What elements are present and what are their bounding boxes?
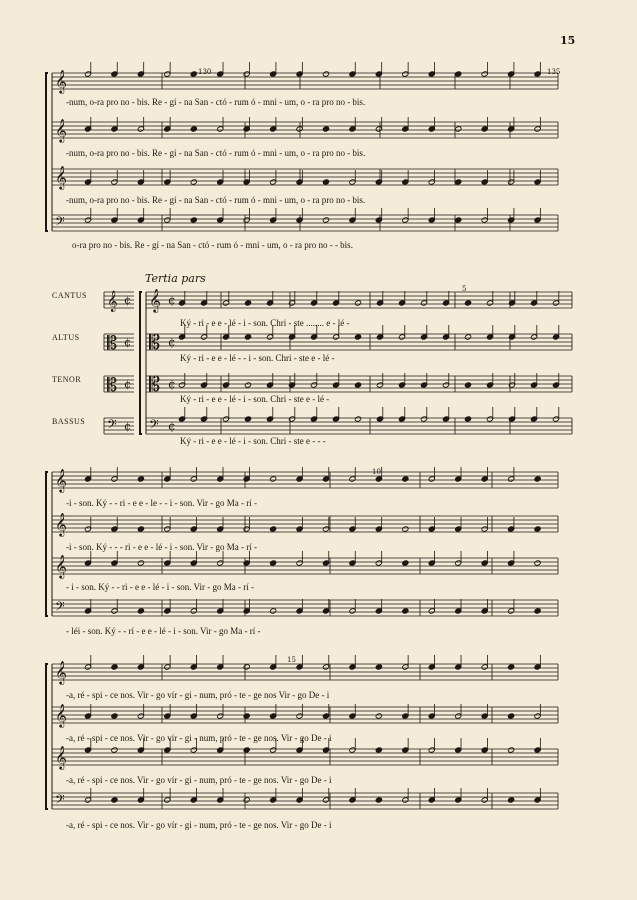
bass-clef-icon: 𝄢 — [149, 417, 159, 435]
note-head — [354, 382, 361, 388]
note-head — [244, 300, 251, 306]
note-head — [322, 71, 329, 77]
note-head — [137, 560, 144, 566]
c-clef-icon: 𝄡 — [107, 333, 118, 354]
note-head — [354, 334, 361, 340]
time-signature-icon: ¢ — [124, 378, 131, 391]
page-number: 15 — [560, 34, 576, 47]
note-head — [244, 382, 251, 388]
lyric-line: -a, ré - spi - ce nos. Vir - go vír - gi - num, pró - te - ge nos. Vir - go De - i — [66, 733, 332, 743]
lyric-line: - léi - son. Ký - - rí - e e - lé - i - son. Vir - go Ma - rí - — [66, 626, 261, 636]
note-head — [402, 526, 409, 532]
time-signature-icon: ¢ — [168, 419, 176, 433]
system-bracket — [46, 472, 48, 616]
lyric-line: -i - son. Ký - - - ri - e e - lé - i - son. Vir - go Ma - rí - — [66, 542, 257, 552]
lyric-line: -num, o-ra pro no - bis. Re - gí - na San - ctó - rum ó - mni - um, o - ra pro no - bis. — [66, 97, 366, 107]
note-head — [243, 664, 250, 670]
time-signature-icon: ¢ — [168, 335, 176, 349]
note-head — [137, 526, 144, 532]
time-signature-icon: ¢ — [124, 294, 131, 307]
c-clef-icon: 𝄡 — [107, 375, 118, 396]
note-head — [322, 126, 329, 132]
voice-label-altus: ALTUS — [52, 333, 80, 342]
note-head — [534, 560, 541, 566]
lyric-line: Ký - ri - e e - lé - i - son. Chri - ste ........ e - lé - — [180, 318, 350, 328]
note-head — [111, 797, 118, 803]
treble-clef-icon: 𝄞 — [55, 660, 67, 684]
treble-clef-icon: 𝄞 — [107, 291, 118, 312]
note-head — [270, 560, 277, 566]
note-head — [464, 382, 471, 388]
lyric-line: -num, o-ra pro no - bis. Re - gí - na San - ctó - rum ó - mni - um, o - ra pro no - bis. — [66, 195, 366, 205]
lyric-line: -a, ré - spi - ce nos. Vir - go vír - gi - num, pró - te - ge nos Vir - go De - i — [66, 690, 330, 700]
note-head — [402, 560, 409, 566]
note-head — [464, 300, 471, 306]
lyric-line: -i - son. Ký - - ri - e e - le - - i - son. Vir - go Ma - rí - — [66, 498, 257, 508]
note-head — [455, 179, 462, 185]
note-head — [375, 713, 382, 719]
note-head — [137, 608, 144, 614]
treble-clef-icon: 𝄞 — [55, 118, 67, 142]
note-head — [243, 713, 250, 719]
measure-number: 10 — [372, 468, 381, 476]
note-head — [190, 71, 197, 77]
treble8-clef-icon: 𝄞 — [55, 165, 67, 189]
note-head — [534, 526, 541, 532]
note-head — [270, 608, 277, 614]
voice-label-bassus: BASSUS — [52, 417, 86, 426]
note-head — [534, 476, 541, 482]
lyric-line: Ký - ri - e e - lé - i - son. Chri - ste e - - - — [180, 436, 326, 446]
note-head — [243, 797, 250, 803]
note-head — [508, 747, 515, 753]
treble-clef-icon: 𝄞 — [55, 69, 67, 93]
bass-clef-icon: 𝄢 — [55, 599, 65, 617]
note-head — [244, 416, 251, 422]
note-head — [455, 126, 462, 132]
note-head — [508, 664, 515, 670]
note-head — [455, 217, 462, 223]
treble-clef-icon: 𝄞 — [149, 288, 161, 312]
note-head — [375, 664, 382, 670]
measure-number: 15 — [287, 656, 296, 664]
alto-clef-icon: 𝄡 — [149, 330, 161, 354]
bass-clef-icon: 𝄢 — [55, 792, 65, 810]
note-head — [508, 713, 515, 719]
system-bracket — [46, 664, 48, 809]
lyric-line: Ký - ri - e e - lé - - i - son. Chri - ste e - lé - — [180, 353, 335, 363]
voice-label-cantus: CANTUS — [52, 291, 88, 300]
lyric-line: Ký - ri - e e - lé - i - son. Chri - ste e - lé - — [180, 394, 330, 404]
time-signature-icon: ¢ — [124, 420, 131, 433]
lyric-line: -num, o-ra pro no - bis. Re - gí - na San - ctó - rum ó - mni - um, o - ra pro no - bis. — [66, 148, 366, 158]
treble8-clef-icon: 𝄞 — [55, 745, 67, 769]
time-signature-icon: ¢ — [168, 293, 176, 307]
note-head — [464, 416, 471, 422]
note-head — [111, 664, 118, 670]
treble-clef-icon: 𝄞 — [55, 703, 67, 727]
note-head — [508, 797, 515, 803]
treble8-clef-icon: 𝄞 — [55, 554, 67, 578]
note-head — [402, 608, 409, 614]
time-signature-icon: ¢ — [124, 336, 131, 349]
note-head — [322, 217, 329, 223]
measure-number: 135 — [547, 68, 561, 76]
note-head — [243, 747, 250, 753]
time-signature-icon: ¢ — [168, 377, 176, 391]
system-bracket — [140, 292, 142, 434]
note-head — [534, 608, 541, 614]
treble-clef-icon: 𝄞 — [55, 468, 67, 492]
note-head — [322, 179, 329, 185]
section-title: Tertia pars — [145, 272, 206, 285]
voice-label-tenor: TENOR — [52, 375, 82, 384]
note-head — [402, 476, 409, 482]
note-head — [137, 476, 144, 482]
treble-clef-icon: 𝄞 — [55, 512, 67, 536]
note-head — [464, 334, 471, 340]
lyric-line: -a, ré - spi - ce nos. Vir - go vír - gi - num, pró - te - ge nos. Vir - go De - i — [66, 820, 332, 830]
note-head — [354, 300, 361, 306]
bass-clef-icon: 𝄢 — [55, 214, 65, 232]
note-head — [354, 416, 361, 422]
note-head — [190, 179, 197, 185]
bass-clef-icon: 𝄢 — [107, 417, 117, 435]
note-head — [111, 747, 118, 753]
tenor-clef-icon: 𝄡 — [149, 372, 161, 396]
note-head — [111, 713, 118, 719]
note-head — [455, 71, 462, 77]
measure-number: 130 — [198, 68, 212, 76]
note-head — [270, 476, 277, 482]
lyric-line: - i - son. Ký - - ri - e e - lé - i - son. Vir - go Ma - rí - — [66, 582, 254, 592]
note-head — [244, 334, 251, 340]
note-head — [270, 526, 277, 532]
lyric-line: o-ra pro no - bis. Re - gí - na San - ctó - rum ó - mni - um, o - ra pro no - - bis. — [72, 240, 353, 250]
note-head — [375, 797, 382, 803]
lyric-line: -a, ré - spi - ce nos. Vir - go vír - gi - num, pró - te - ge nos. Vir - go De - i — [66, 775, 332, 785]
system-bracket — [46, 73, 48, 231]
note-head — [190, 126, 197, 132]
measure-number: 5 — [462, 285, 467, 293]
note-head — [190, 217, 197, 223]
note-head — [375, 747, 382, 753]
